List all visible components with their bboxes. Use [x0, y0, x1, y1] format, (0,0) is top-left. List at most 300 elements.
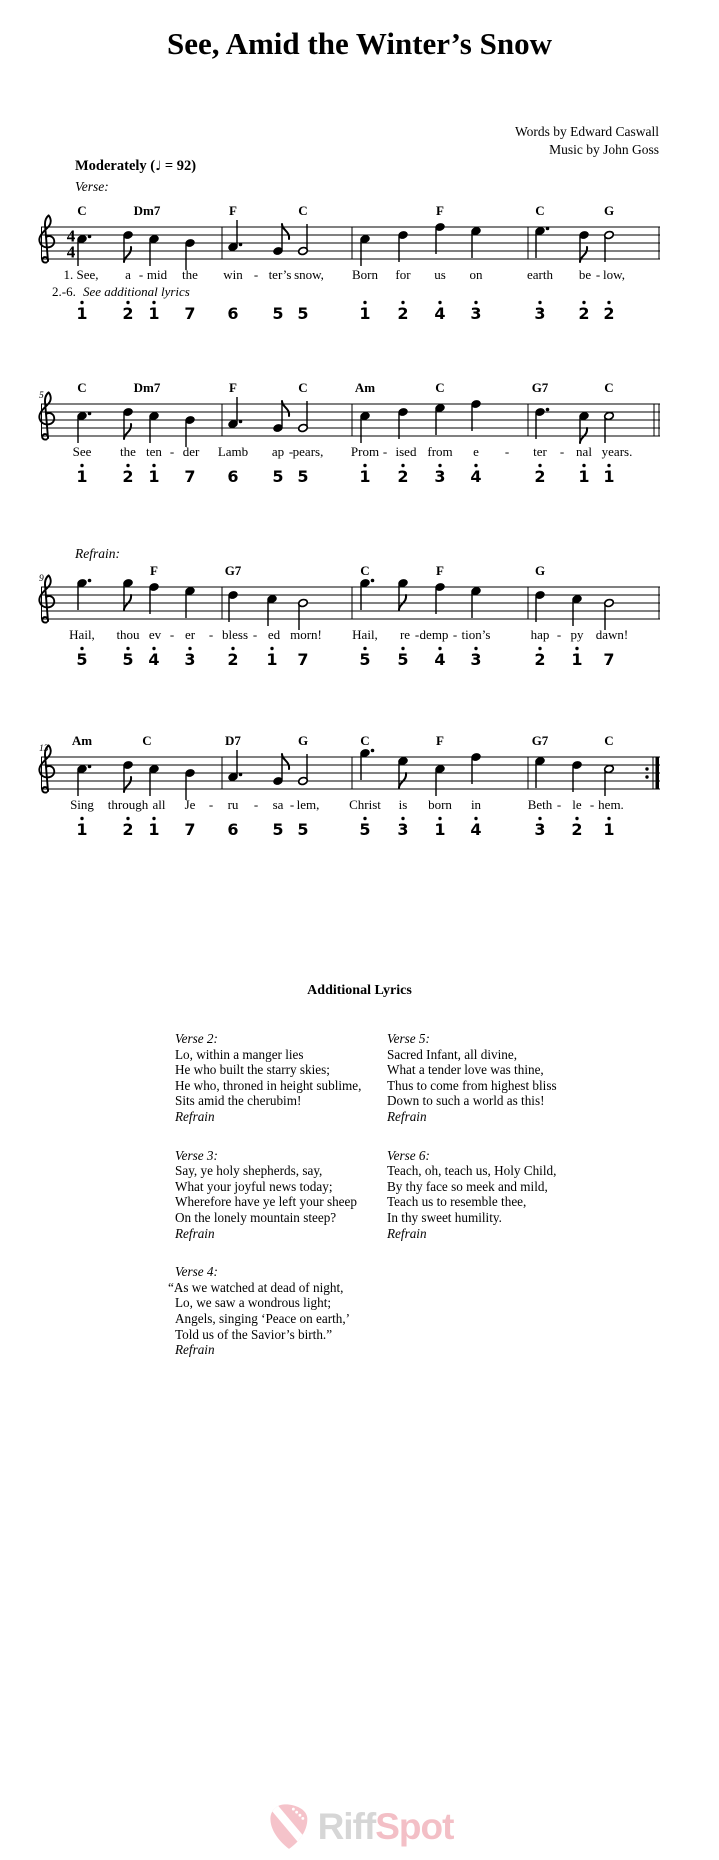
note: [149, 765, 159, 796]
chord-symbol: C: [77, 203, 87, 218]
lyric-hyphen: -: [556, 627, 562, 642]
augmentation-dot: [239, 773, 243, 777]
scale-degree-number: 5: [297, 467, 309, 486]
scale-degree-number: 3: [470, 304, 482, 323]
chord-symbol: Am: [71, 733, 93, 748]
lyric-hyphen: -: [589, 797, 595, 812]
scale-degree-number: 6: [227, 304, 239, 323]
octave-dot: [363, 464, 366, 467]
lyric-syllable: thou: [116, 627, 140, 642]
lyric-syllable: win: [223, 267, 243, 282]
verse-refrain-label: Refrain: [175, 1108, 215, 1124]
eighth-flag: [124, 777, 131, 792]
octave-dot: [401, 647, 404, 650]
verse-section-label: Verse:: [75, 179, 109, 194]
additional-lyrics-heading: Additional Lyrics: [307, 983, 412, 998]
credit-music: Music by John Goss: [549, 142, 659, 157]
octave-dot: [607, 817, 610, 820]
note: [228, 220, 243, 251]
lyric-hyphen: -: [208, 627, 214, 642]
octave-dot: [80, 817, 83, 820]
lyric-syllable: snow,: [294, 267, 324, 282]
chord-symbol: C: [435, 380, 445, 395]
verse-refrain-label: Refrain: [387, 1108, 427, 1124]
scale-degree-number: 1: [76, 304, 88, 323]
brand-wordmark: [317, 1805, 454, 1847]
chord-symbol: C: [360, 733, 370, 748]
scale-degree-number: 5: [76, 650, 88, 669]
note: [123, 761, 133, 792]
lyric-syllable: Prom: [350, 444, 380, 459]
scale-degree-number: 6: [227, 467, 239, 486]
chord-symbol: Dm7: [133, 380, 161, 395]
note: [471, 753, 481, 784]
note: [471, 227, 481, 258]
music-system-3: [35, 563, 675, 673]
eighth-flag: [580, 247, 587, 262]
lyric-syllable: a: [125, 267, 131, 282]
verse-line: He who built the starry skies;: [175, 1062, 330, 1078]
verse-line: Sacred Infant, all divine,: [387, 1046, 517, 1062]
verse-line: What your joyful news today;: [175, 1178, 333, 1194]
lyric-syllable: lem,: [296, 797, 320, 812]
brand-riff-text: Riff: [317, 1805, 376, 1847]
note: [228, 397, 243, 428]
verse-title: Verse 4:: [175, 1264, 218, 1280]
lyric-syllable: from: [427, 444, 453, 459]
note: [228, 750, 243, 781]
lyric-syllable: demp: [419, 627, 449, 642]
chord-symbol: C: [604, 380, 614, 395]
note: [579, 412, 589, 443]
octave-dot: [575, 647, 578, 650]
note: [298, 401, 308, 432]
scale-degree-number: 2: [397, 304, 409, 323]
scale-degree-number: 5: [272, 467, 284, 486]
lyric-syllable: Sing: [70, 797, 94, 812]
lyric-syllable: See: [72, 444, 92, 459]
octave-dot: [152, 464, 155, 467]
note: [267, 595, 277, 626]
lyric-syllable: us: [434, 267, 446, 282]
lyric-hyphen: -: [288, 444, 294, 459]
scale-degree-number: 5: [297, 304, 309, 323]
augmentation-dot: [546, 227, 550, 231]
scale-degree-number: 5: [359, 650, 371, 669]
lyric-syllable: ter’s: [268, 267, 292, 282]
verse-line: He who, throned in height sublime,: [175, 1077, 362, 1093]
eighth-flag: [124, 595, 131, 610]
octave-dot: [582, 464, 585, 467]
octave-dot: [474, 301, 477, 304]
octave-dot: [607, 464, 610, 467]
verse-reference: See additional lyrics: [83, 284, 190, 299]
repeat-dot: [645, 767, 648, 770]
verse-line: Teach us to resemble thee,: [387, 1194, 527, 1210]
chord-symbol: D7: [225, 733, 241, 748]
note: [123, 408, 133, 439]
verse-line: Wherefore have ye left your sheep: [175, 1194, 357, 1210]
note: [77, 235, 92, 266]
lyric-syllable: bless: [222, 627, 248, 642]
verse-refrain-label: Refrain: [175, 1225, 215, 1241]
scale-degree-number: 1: [603, 820, 615, 839]
octave-dot: [582, 301, 585, 304]
augmentation-dot: [88, 235, 92, 239]
lyric-hyphen: -: [559, 444, 565, 459]
note: [398, 408, 408, 439]
augmentation-dot: [546, 408, 550, 412]
chord-symbol: G: [297, 733, 309, 748]
lyric-syllable: morn!: [290, 627, 322, 642]
lyric-syllable: in: [470, 797, 482, 812]
verse-block: [387, 1148, 592, 1242]
scale-degree-number: 3: [397, 820, 409, 839]
augmentation-dot: [88, 412, 92, 416]
measure-number: 13: [39, 744, 49, 754]
octave-dot: [401, 464, 404, 467]
note: [123, 231, 133, 262]
additional-lyrics-column-2: [387, 1031, 592, 1264]
octave-dot: [363, 647, 366, 650]
note: [123, 579, 133, 610]
lyric-hyphen: -: [138, 267, 144, 282]
note: [579, 231, 589, 262]
octave-dot: [152, 301, 155, 304]
scale-degree-number: 2: [397, 467, 409, 486]
lyric-syllable: sa: [272, 797, 284, 812]
note: [228, 591, 238, 622]
octave-dot: [188, 647, 191, 650]
verse-line: In thy sweet humility.: [387, 1209, 502, 1225]
octave-dot: [80, 464, 83, 467]
quarter-note-icon: ♩: [155, 159, 162, 174]
lyric-hyphen: -: [253, 267, 259, 282]
lyric-hyphen: -: [208, 797, 214, 812]
scale-degree-number: 3: [470, 650, 482, 669]
scale-degree-number: 4: [470, 467, 482, 486]
octave-dot: [401, 817, 404, 820]
scale-degree-number: 2: [122, 820, 134, 839]
augmentation-dot: [239, 420, 243, 424]
verse-title: Verse 3:: [175, 1147, 218, 1163]
note: [185, 239, 195, 270]
note: [604, 765, 614, 796]
scale-degree-number: 3: [434, 467, 446, 486]
scale-degree-number: 7: [184, 820, 196, 839]
note: [185, 416, 195, 447]
refrain-section-label: Refrain:: [75, 546, 120, 561]
lyric-syllable: tion’s: [461, 627, 491, 642]
scale-degree-number: 2: [603, 304, 615, 323]
chord-symbol: G: [603, 203, 615, 218]
note: [185, 587, 195, 618]
octave-dot: [126, 301, 129, 304]
note: [471, 400, 481, 431]
note: [360, 412, 370, 443]
lyric-syllable: Hail,: [352, 627, 378, 642]
octave-dot: [438, 647, 441, 650]
octave-dot: [152, 817, 155, 820]
lyric-syllable: der: [182, 444, 200, 459]
scale-degree-number: 1: [76, 467, 88, 486]
augmentation-dot: [88, 579, 92, 583]
scale-degree-number: 2: [534, 467, 546, 486]
riffspot-pick-icon: [266, 1802, 312, 1850]
note: [435, 223, 445, 254]
note: [77, 412, 92, 443]
verse-line: Teach, oh, teach us, Holy Child,: [387, 1163, 557, 1179]
scale-degree-number: 3: [184, 650, 196, 669]
lyric-syllable: py: [570, 627, 584, 642]
scale-degree-number: 5: [272, 820, 284, 839]
scale-degree-number: 1: [571, 650, 583, 669]
note: [435, 583, 445, 614]
chord-symbol: G7: [531, 733, 549, 748]
chord-symbol: F: [229, 380, 237, 395]
chord-symbol: G7: [224, 563, 242, 578]
scale-degree-number: 3: [534, 820, 546, 839]
scale-degree-number: 2: [534, 650, 546, 669]
note: [298, 224, 308, 255]
lyric-syllable: e: [473, 444, 479, 459]
note: [149, 412, 159, 443]
verse-title: Verse 2:: [175, 1031, 218, 1046]
eighth-flag: [399, 773, 406, 788]
scale-degree-number: 2: [122, 304, 134, 323]
scale-degree-number: 3: [534, 304, 546, 323]
tempo-suffix: = 92): [161, 158, 197, 174]
lyric-syllable: Beth: [527, 797, 553, 812]
repeat-dot: [645, 775, 648, 778]
octave-dot: [363, 817, 366, 820]
octave-dot: [152, 647, 155, 650]
note: [360, 579, 375, 610]
chord-symbol: C: [142, 733, 152, 748]
octave-dot: [80, 301, 83, 304]
scale-degree-number: 1: [434, 820, 446, 839]
octave-dot: [474, 647, 477, 650]
footer-logo: [0, 1802, 719, 1850]
chord-symbol: Dm7: [133, 203, 161, 218]
lyric-hyphen: -: [289, 797, 295, 812]
lyric-hyphen: -: [504, 444, 510, 459]
measure-number: 9: [39, 574, 44, 584]
lyric-syllable: Born: [352, 267, 378, 282]
verse-block: [168, 1264, 380, 1358]
verse-title: Verse 5:: [387, 1031, 430, 1046]
lyric-syllable: ter: [533, 444, 547, 459]
octave-dot: [126, 817, 129, 820]
octave-dot: [270, 647, 273, 650]
additional-lyrics-column-1: [168, 1031, 380, 1381]
note: [185, 769, 195, 800]
lyric-syllable: low,: [603, 267, 625, 282]
scale-degree-number: 5: [397, 650, 409, 669]
lyric-syllable: Lamb: [217, 444, 249, 459]
lyric-syllable: born: [428, 797, 452, 812]
verse-line: By thy face so meek and mild,: [387, 1178, 548, 1194]
note: [360, 235, 370, 266]
octave-dot: [538, 301, 541, 304]
chord-symbol: C: [535, 203, 545, 218]
scale-degree-number: 1: [76, 820, 88, 839]
octave-dot: [538, 817, 541, 820]
octave-dot: [474, 817, 477, 820]
note: [471, 587, 481, 618]
lyric-syllable: for: [395, 267, 411, 282]
credit-words: Words by Edward Caswall: [514, 124, 659, 139]
note: [149, 235, 159, 266]
note: [360, 749, 375, 780]
eighth-flag: [399, 595, 406, 610]
scale-degree-number: 1: [148, 467, 160, 486]
octave-dot: [607, 301, 610, 304]
note: [535, 591, 545, 622]
octave-dot: [474, 464, 477, 467]
note: [572, 595, 582, 626]
scale-degree-number: 1: [359, 304, 371, 323]
lyric-hyphen: -: [382, 444, 388, 459]
lyric-syllable: ru: [227, 797, 239, 812]
music-system-1: [35, 203, 675, 331]
note: [298, 754, 308, 785]
chord-symbol: F: [150, 563, 158, 578]
note: [77, 579, 92, 610]
verse-line: What a tender love was thine,: [387, 1062, 544, 1078]
lyric-syllable: ised: [395, 444, 417, 459]
lyric-syllable: ev: [148, 627, 162, 642]
chord-symbol: C: [604, 733, 614, 748]
music-system-4: [35, 733, 675, 843]
lyric-syllable: years.: [601, 444, 633, 459]
chord-symbol: C: [298, 203, 308, 218]
lyric-syllable: nal: [576, 444, 592, 459]
octave-dot: [126, 647, 129, 650]
chord-symbol: C: [360, 563, 370, 578]
lyric-syllable: ap: [271, 444, 285, 459]
octave-dot: [538, 464, 541, 467]
scale-degree-number: 4: [148, 650, 160, 669]
measure-number: 5: [39, 391, 44, 401]
note: [535, 757, 545, 788]
eighth-flag: [124, 424, 131, 439]
page-title: See, Amid the Winter’s Snow: [167, 26, 552, 61]
lyric-syllable: le: [572, 797, 582, 812]
scale-degree-number: 1: [578, 467, 590, 486]
lyric-syllable: ed: [267, 627, 281, 642]
lyric-syllable: Hail,: [69, 627, 95, 642]
eighth-flag: [124, 247, 131, 262]
chord-symbol: C: [77, 380, 87, 395]
verse-line: Told us of the Savior’s birth.”: [175, 1326, 333, 1342]
verse-block: [387, 1031, 592, 1125]
eighth-flag: [580, 428, 587, 443]
octave-dot: [363, 301, 366, 304]
scale-degree-number: 5: [297, 820, 309, 839]
verse-block: [175, 1148, 380, 1242]
lyric-syllable: the: [182, 267, 198, 282]
augmentation-dot: [88, 765, 92, 769]
verse-line: Lo, we saw a wondrous light;: [175, 1295, 332, 1311]
lyric-syllable: pears,: [292, 444, 324, 459]
lyric-syllable: earth: [527, 267, 553, 282]
verse-reference: 2.-6.: [52, 284, 76, 299]
lyric-hyphen: -: [414, 627, 420, 642]
brand-spot-text: Spot: [375, 1805, 454, 1847]
augmentation-dot: [371, 579, 375, 583]
note: [435, 404, 445, 435]
verse-block: [175, 1031, 380, 1125]
lyric-syllable: dawn!: [595, 627, 629, 642]
octave-dot: [126, 464, 129, 467]
lyric-syllable: Christ: [349, 797, 381, 812]
verse-line: Sits amid the cherubim!: [175, 1093, 302, 1109]
octave-dot: [438, 817, 441, 820]
scale-degree-number: 2: [122, 467, 134, 486]
lyric-syllable: mid: [146, 267, 168, 282]
chord-symbol: G: [534, 563, 546, 578]
verse-refrain-label: Refrain: [387, 1225, 427, 1241]
scale-degree-number: 5: [272, 304, 284, 323]
scale-degree-number: 7: [603, 650, 615, 669]
tempo-prefix: Moderately (: [75, 158, 156, 174]
octave-dot: [538, 647, 541, 650]
scale-degree-number: 1: [266, 650, 278, 669]
lyric-hyphen: -: [252, 627, 258, 642]
verse-line: Down to such a world as this!: [387, 1093, 545, 1109]
lyric-syllable: on: [469, 267, 483, 282]
lyric-hyphen: -: [595, 267, 601, 282]
lyric-syllable: be: [578, 267, 592, 282]
scale-degree-number: 1: [148, 820, 160, 839]
scale-degree-number: 4: [434, 304, 446, 323]
verse-line: Say, ye holy shepherds, say,: [175, 1163, 323, 1179]
verse-line: Thus to come from highest bliss: [387, 1077, 557, 1093]
scale-degree-number: 7: [297, 650, 309, 669]
octave-dot: [80, 647, 83, 650]
scale-degree-number: 5: [122, 650, 134, 669]
verse-refrain-label: Refrain: [175, 1342, 215, 1358]
scale-degree-number: 7: [184, 467, 196, 486]
final-barline: [656, 757, 660, 789]
chord-symbol: F: [229, 203, 237, 218]
scale-degree-number: 4: [470, 820, 482, 839]
octave-dot: [438, 464, 441, 467]
lyric-hyphen: -: [556, 797, 562, 812]
verse-line: “As we watched at dead of night,: [168, 1279, 344, 1295]
lyric-syllable: 1. See,: [63, 267, 99, 282]
credits: [515, 123, 659, 159]
lyric-hyphen: -: [169, 444, 175, 459]
chord-symbol: F: [436, 733, 444, 748]
scale-degree-number: 1: [148, 304, 160, 323]
lyric-syllable: is: [398, 797, 408, 812]
scale-degree-number: 5: [359, 820, 371, 839]
octave-dot: [401, 301, 404, 304]
scale-degree-number: 1: [359, 467, 371, 486]
note: [604, 412, 614, 443]
verse-line: Lo, within a manger lies: [175, 1046, 304, 1062]
octave-dot: [575, 817, 578, 820]
scale-degree-number: 2: [227, 650, 239, 669]
note: [398, 579, 408, 610]
time-signature-bottom: 4: [66, 242, 76, 262]
note: [298, 599, 308, 630]
verse-line: Angels, singing ‘Peace on earth,’: [175, 1310, 351, 1326]
lyric-hyphen: -: [452, 627, 458, 642]
eighth-flag: [282, 754, 289, 769]
